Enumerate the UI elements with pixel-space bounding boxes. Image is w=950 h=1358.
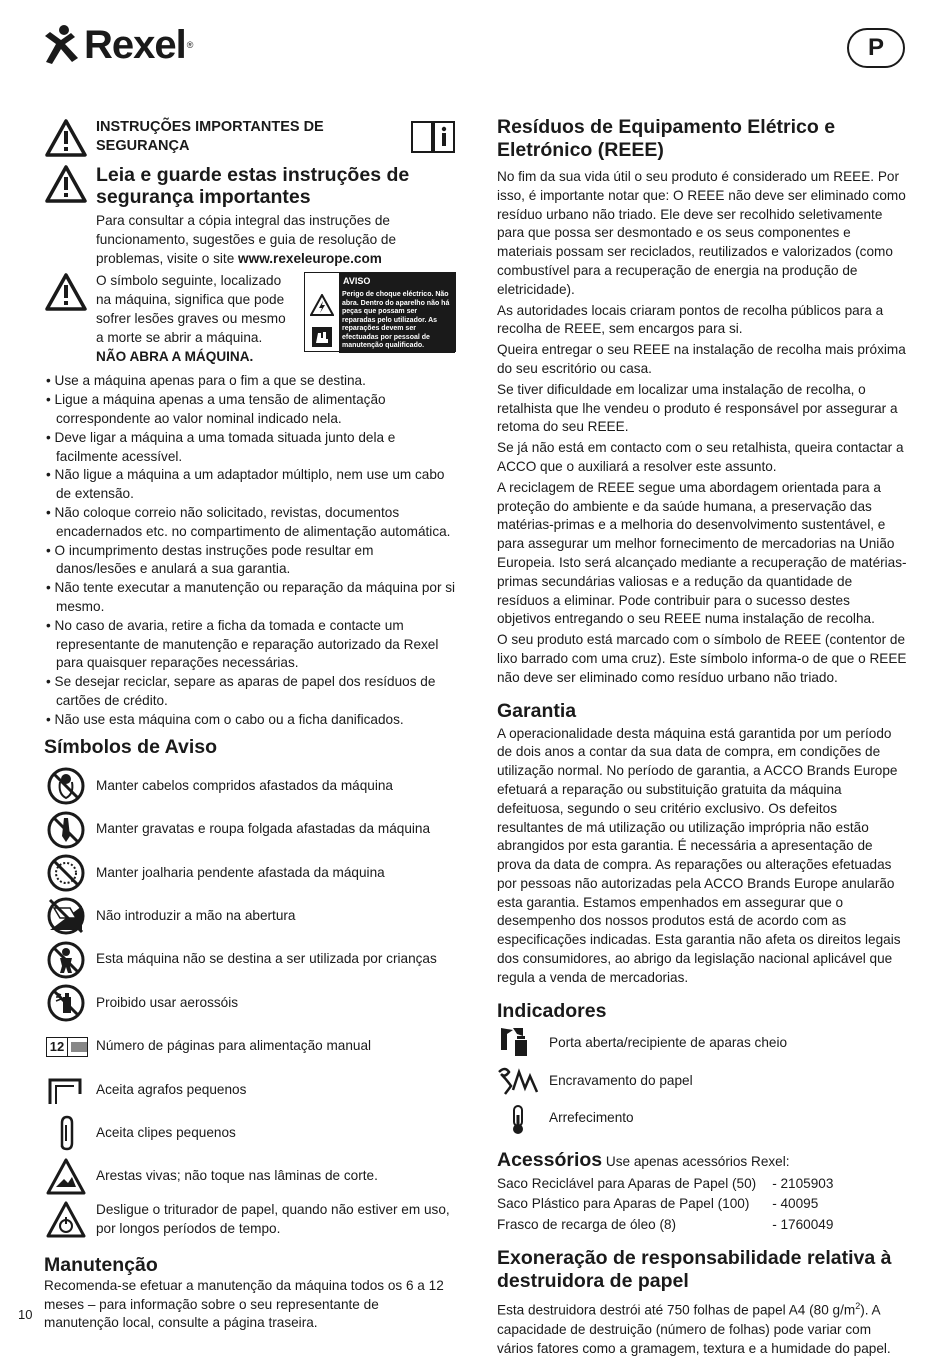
weee-paragraph: Se já não está em contacto com o seu retalhista, queira contactar a ACCO que o auxiliará a resolver este assunto. bbox=[497, 440, 904, 474]
indicator-label: Porta aberta/recipiente de aparas cheio bbox=[549, 1035, 788, 1051]
notice-body: O símbolo seguinte, localizado na máquina, significa que pode sofrer lesões graves ou mesmo a morte se abrir a máquina. bbox=[96, 273, 286, 345]
symbol-row bbox=[44, 1198, 456, 1241]
symbol-label: Arestas vivas; não toque nas lâminas de corte. bbox=[96, 1168, 378, 1184]
indicators-heading: Indicadores bbox=[497, 999, 607, 1022]
language-badge: P bbox=[847, 28, 905, 68]
manual-feed-icon bbox=[44, 1027, 88, 1067]
aviso-text: Perigo de choque eléctrico. Não abra. Dentro do aparelho não há peças que possam ser reparadas pelo utilizador. As reparações devem ser efectuadas por pessoal de manutenção qualificado. bbox=[339, 289, 455, 353]
disclaimer-a: Esta destruidora destrói até 750 folhas de papel A4 (80 g/m bbox=[497, 1303, 856, 1318]
indicators-list bbox=[497, 1025, 907, 1138]
symbols-heading: Símbolos de Aviso bbox=[44, 735, 218, 758]
symbol-row bbox=[44, 1112, 456, 1155]
safety-bullet: • Não coloque correio não solicitado, revistas, documentos encadernados etc. no compartimento de alimentação automática. bbox=[44, 504, 456, 542]
staple-icon bbox=[44, 1070, 88, 1110]
disclaimer-b: ). A capacidade de destruição (número de folhas) pode variar com vários fatores como a gramagem, textura e a humidade do papel. bbox=[497, 1303, 891, 1356]
no-aerosol-icon bbox=[44, 983, 88, 1023]
notice-text bbox=[96, 272, 292, 366]
disclaimer-heading: Exoneração de responsabilidade relativa à destruidora de papel bbox=[497, 1247, 892, 1293]
accessory-row bbox=[497, 1215, 833, 1236]
symbol-row bbox=[44, 765, 456, 808]
symbol-row bbox=[44, 851, 456, 894]
weee-paragraph: A reciclagem de REEE segue uma abordagem orientada para a proteção do ambiente e da saúde humana, a preservação das matérias-primas e a melhoria do desenvolvimento sustentável, e para assegurar um melhor fornecimento de mercadorias na União Europeia. Isto será alcançado mediante a recuperação de matérias-primas secundárias valiosas e a redução da quantidade de resíduos a eliminar. Pode contribuir para o sucesso destes objetivos entregando o seu REEE numa instalação de recolha. bbox=[497, 479, 907, 627]
symbol-row bbox=[44, 938, 456, 981]
rexel-figure-icon bbox=[42, 24, 80, 66]
warning-triangle-icon bbox=[44, 118, 88, 158]
weee-paragraph: Queira entregar o seu REEE na instalação de recolha mais próxima do seu escritório ou casa. bbox=[497, 342, 906, 376]
warranty-text: A operacionalidade desta máquina está garantida por um período de dois anos a contar da sua data de compra, em condições de utilização normal. No período de garantia, a ACCO Brands Europe efetuará a reparação ou substituição gratuita da máquina defeituosa, segundo o seu critério exclusivo. Os defeitos resultantes de má utilização ou utilização imprópria não estão abrangidos por esta garantia. É necessária a apresentação de prova da data de compra. As reparações ou alterações efetuadas por pessoas não autorizadas pela ACCO Brands Europe anularão esta garantia. Estamos empenhados em assegurar que o desempenho dos nossos produtos está de acordo com as especificações indicadas. Esta garantia não afeta os direitos legais dos consumidores, ao abrigo da legislação nacional aplicável que regula a venda de mercadorias. bbox=[497, 725, 901, 985]
do-not-open-icon bbox=[310, 325, 334, 349]
accessory-name: Saco Plástico para Aparas de Papel (100) bbox=[497, 1196, 750, 1212]
notice-row bbox=[44, 272, 456, 366]
symbol-label: Aceita clipes pequenos bbox=[96, 1124, 236, 1140]
aviso-head bbox=[305, 273, 455, 289]
indicator-label: Encravamento do papel bbox=[549, 1072, 693, 1088]
tie-warning-icon bbox=[44, 810, 88, 850]
weee-paragraph: As autoridades locais criaram pontos de recolha públicos para a recolha de REEE, sem encargos para si. bbox=[497, 302, 884, 337]
symbol-row bbox=[44, 1068, 456, 1111]
electric-shock-icon bbox=[310, 294, 334, 316]
symbols-list bbox=[44, 765, 456, 1242]
symbol-row bbox=[44, 981, 456, 1024]
safety-heading: Leia e guarde estas instruções de segurança importantes bbox=[96, 164, 410, 208]
aviso-icons bbox=[305, 289, 339, 353]
accessory-code: - 2105903 bbox=[772, 1175, 834, 1191]
no-children-icon bbox=[44, 940, 88, 980]
indicator-row bbox=[497, 1025, 907, 1063]
maintenance-heading: Manutenção bbox=[44, 1253, 158, 1276]
accessories-note: Use apenas acessórios Rexel: bbox=[605, 1154, 790, 1170]
disclaimer-sup: 2 bbox=[855, 1301, 861, 1312]
switch-off-icon bbox=[44, 1200, 88, 1240]
accessories-heading-row bbox=[497, 1151, 907, 1172]
symbol-label: Manter cabelos compridos afastados da máquina bbox=[96, 777, 393, 793]
jewellery-warning-icon bbox=[44, 853, 88, 893]
accessory-row bbox=[497, 1194, 833, 1215]
brand-name: Rexel bbox=[84, 23, 186, 67]
safety-bullet: • O incumprimento destas instruções pode resultar em danos/lesões e anulará a sua garantia. bbox=[44, 542, 456, 580]
left-column bbox=[44, 118, 456, 1333]
safety-bullet: • Não use esta máquina com o cabo ou a ficha danificados. bbox=[44, 711, 456, 730]
symbol-label: Número de páginas para alimentação manual bbox=[96, 1038, 372, 1054]
safety-heading-row bbox=[44, 164, 456, 208]
notice-bold: NÃO ABRA A MÁQUINA. bbox=[96, 348, 254, 364]
accessory-code: - 1760049 bbox=[772, 1216, 834, 1232]
symbol-row bbox=[44, 895, 456, 938]
registered-mark: ® bbox=[186, 40, 194, 50]
manual-feed-count: 12 bbox=[47, 1038, 68, 1056]
symbol-row bbox=[44, 1025, 456, 1068]
symbol-row bbox=[44, 808, 456, 851]
weee-heading: Resíduos de Equipamento Elétrico e Eletrónico (REEE) bbox=[497, 116, 836, 161]
page-number: 10 bbox=[18, 1307, 33, 1322]
weee-paragraph: No fim da sua vida útil o seu produto é considerado um REEE. Por isso, é importante notar que: O REEE não deve ser eliminado como resíduo urbano não triado. Ele deve ser recolhido seletivamente para que possa ser desmontado e os seus componentes e materiais possam ser reciclados, reutilizados e valorizados (como combustível para a recuperação de energia na produção de eletricidade). bbox=[497, 169, 906, 297]
accessory-code: - 40095 bbox=[772, 1196, 819, 1212]
symbol-label: Não introduzir a mão na abertura bbox=[96, 907, 296, 923]
aviso-label-box bbox=[304, 272, 456, 352]
safety-caps-heading: INSTRUÇÕES IMPORTANTES DE SEGURANÇA bbox=[96, 119, 324, 154]
weee-paragraphs bbox=[497, 168, 907, 688]
warranty-heading: Garantia bbox=[497, 699, 577, 722]
safety-caps-row bbox=[44, 118, 456, 158]
safety-bullet: • Não ligue a máquina a um adaptador múltiplo, nem use um cabo de extensão. bbox=[44, 466, 456, 504]
no-hand-icon bbox=[44, 896, 88, 936]
intro-text: Para consultar a cópia integral das instruções de funcionamento, sugestões e guia de resolução de problemas, visite o site bbox=[96, 213, 397, 266]
manual-book-icon bbox=[410, 118, 456, 154]
symbol-label: Aceita agrafos pequenos bbox=[96, 1081, 247, 1097]
symbol-label: Manter gravatas e roupa folgada afastadas da máquina bbox=[96, 821, 431, 837]
symbol-label: Desligue o triturador de papel, quando não estiver em uso, por longos períodos de tempo. bbox=[96, 1202, 450, 1237]
accessory-row bbox=[497, 1174, 833, 1195]
safety-bullet: • Não tente executar a manutenção ou reparação da máquina por si mesmo. bbox=[44, 579, 456, 617]
accessory-name: Saco Reciclável para Aparas de Papel (50) bbox=[497, 1175, 757, 1191]
long-hair-warning-icon bbox=[44, 766, 88, 806]
maintenance-text: Recomenda-se efetuar a manutenção da máquina todos os 6 a 12 meses – para informação sobre o seu representante de manutenção local, consulte a página traseira. bbox=[44, 1277, 444, 1331]
weee-paragraph: O seu produto está marcado com o símbolo de REEE (contentor de lixo barrado com uma cruz). Este símbolo informa-o de que o REEE não deve ser eliminado como resíduo urbano não triado. bbox=[497, 632, 907, 685]
safety-bullet: • Use a máquina apenas para o fim a que se destina. bbox=[44, 372, 456, 391]
aviso-body bbox=[305, 289, 455, 353]
right-column bbox=[497, 116, 907, 1358]
paper-clip-icon bbox=[44, 1113, 88, 1153]
thermometer-icon bbox=[497, 1101, 541, 1135]
safety-bullets bbox=[44, 372, 456, 729]
symbol-label: Proibido usar aerossóis bbox=[96, 994, 239, 1010]
warning-triangle-icon bbox=[44, 164, 88, 204]
aviso-label: AVISO bbox=[339, 273, 455, 289]
safety-bullet: • Ligue a máquina apenas a uma tensão de alimentação correspondente ao valor nominal indicado nela. bbox=[44, 391, 456, 429]
warning-triangle-icon bbox=[44, 272, 88, 312]
accessories-table bbox=[497, 1174, 833, 1236]
accessories-heading: Acessórios bbox=[497, 1149, 603, 1172]
symbol-row bbox=[44, 1155, 456, 1198]
website-link[interactable]: www.rexeleurope.com bbox=[238, 250, 382, 266]
symbol-label: Manter joalharia pendente afastada da máquina bbox=[96, 864, 385, 880]
intro-paragraph bbox=[96, 212, 456, 268]
paper-jam-icon bbox=[497, 1064, 541, 1098]
weee-paragraph: Se tiver dificuldade em localizar uma instalação de recolha, o retalhista que lhe vendeu o produto é responsável por assegurar a retoma do seu REEE. bbox=[497, 381, 898, 435]
safety-bullet: • Se desejar reciclar, separe as aparas de papel dos resíduos de cartões de crédito. bbox=[44, 673, 456, 711]
sharp-edges-icon bbox=[44, 1157, 88, 1197]
rexel-logo bbox=[42, 22, 193, 68]
disclaimer-text bbox=[497, 1297, 907, 1358]
indicator-row bbox=[497, 1100, 907, 1138]
symbol-label: Esta máquina não se destina a ser utilizada por crianças bbox=[96, 951, 437, 967]
indicator-row bbox=[497, 1062, 907, 1100]
safety-bullet: • Deve ligar a máquina a uma tomada situada junto dela e facilmente acessível. bbox=[44, 429, 456, 467]
aviso-warning-slot bbox=[305, 273, 339, 289]
safety-bullet: • No caso de avaria, retire a ficha da tomada e contacte um representante de manutenção e reparação autorizado da Rexel para quaisquer reparações necessárias. bbox=[44, 617, 456, 673]
accessory-name: Frasco de recarga de óleo (8) bbox=[497, 1216, 677, 1232]
indicator-label: Arrefecimento bbox=[549, 1110, 634, 1126]
bin-full-icon bbox=[497, 1026, 541, 1060]
